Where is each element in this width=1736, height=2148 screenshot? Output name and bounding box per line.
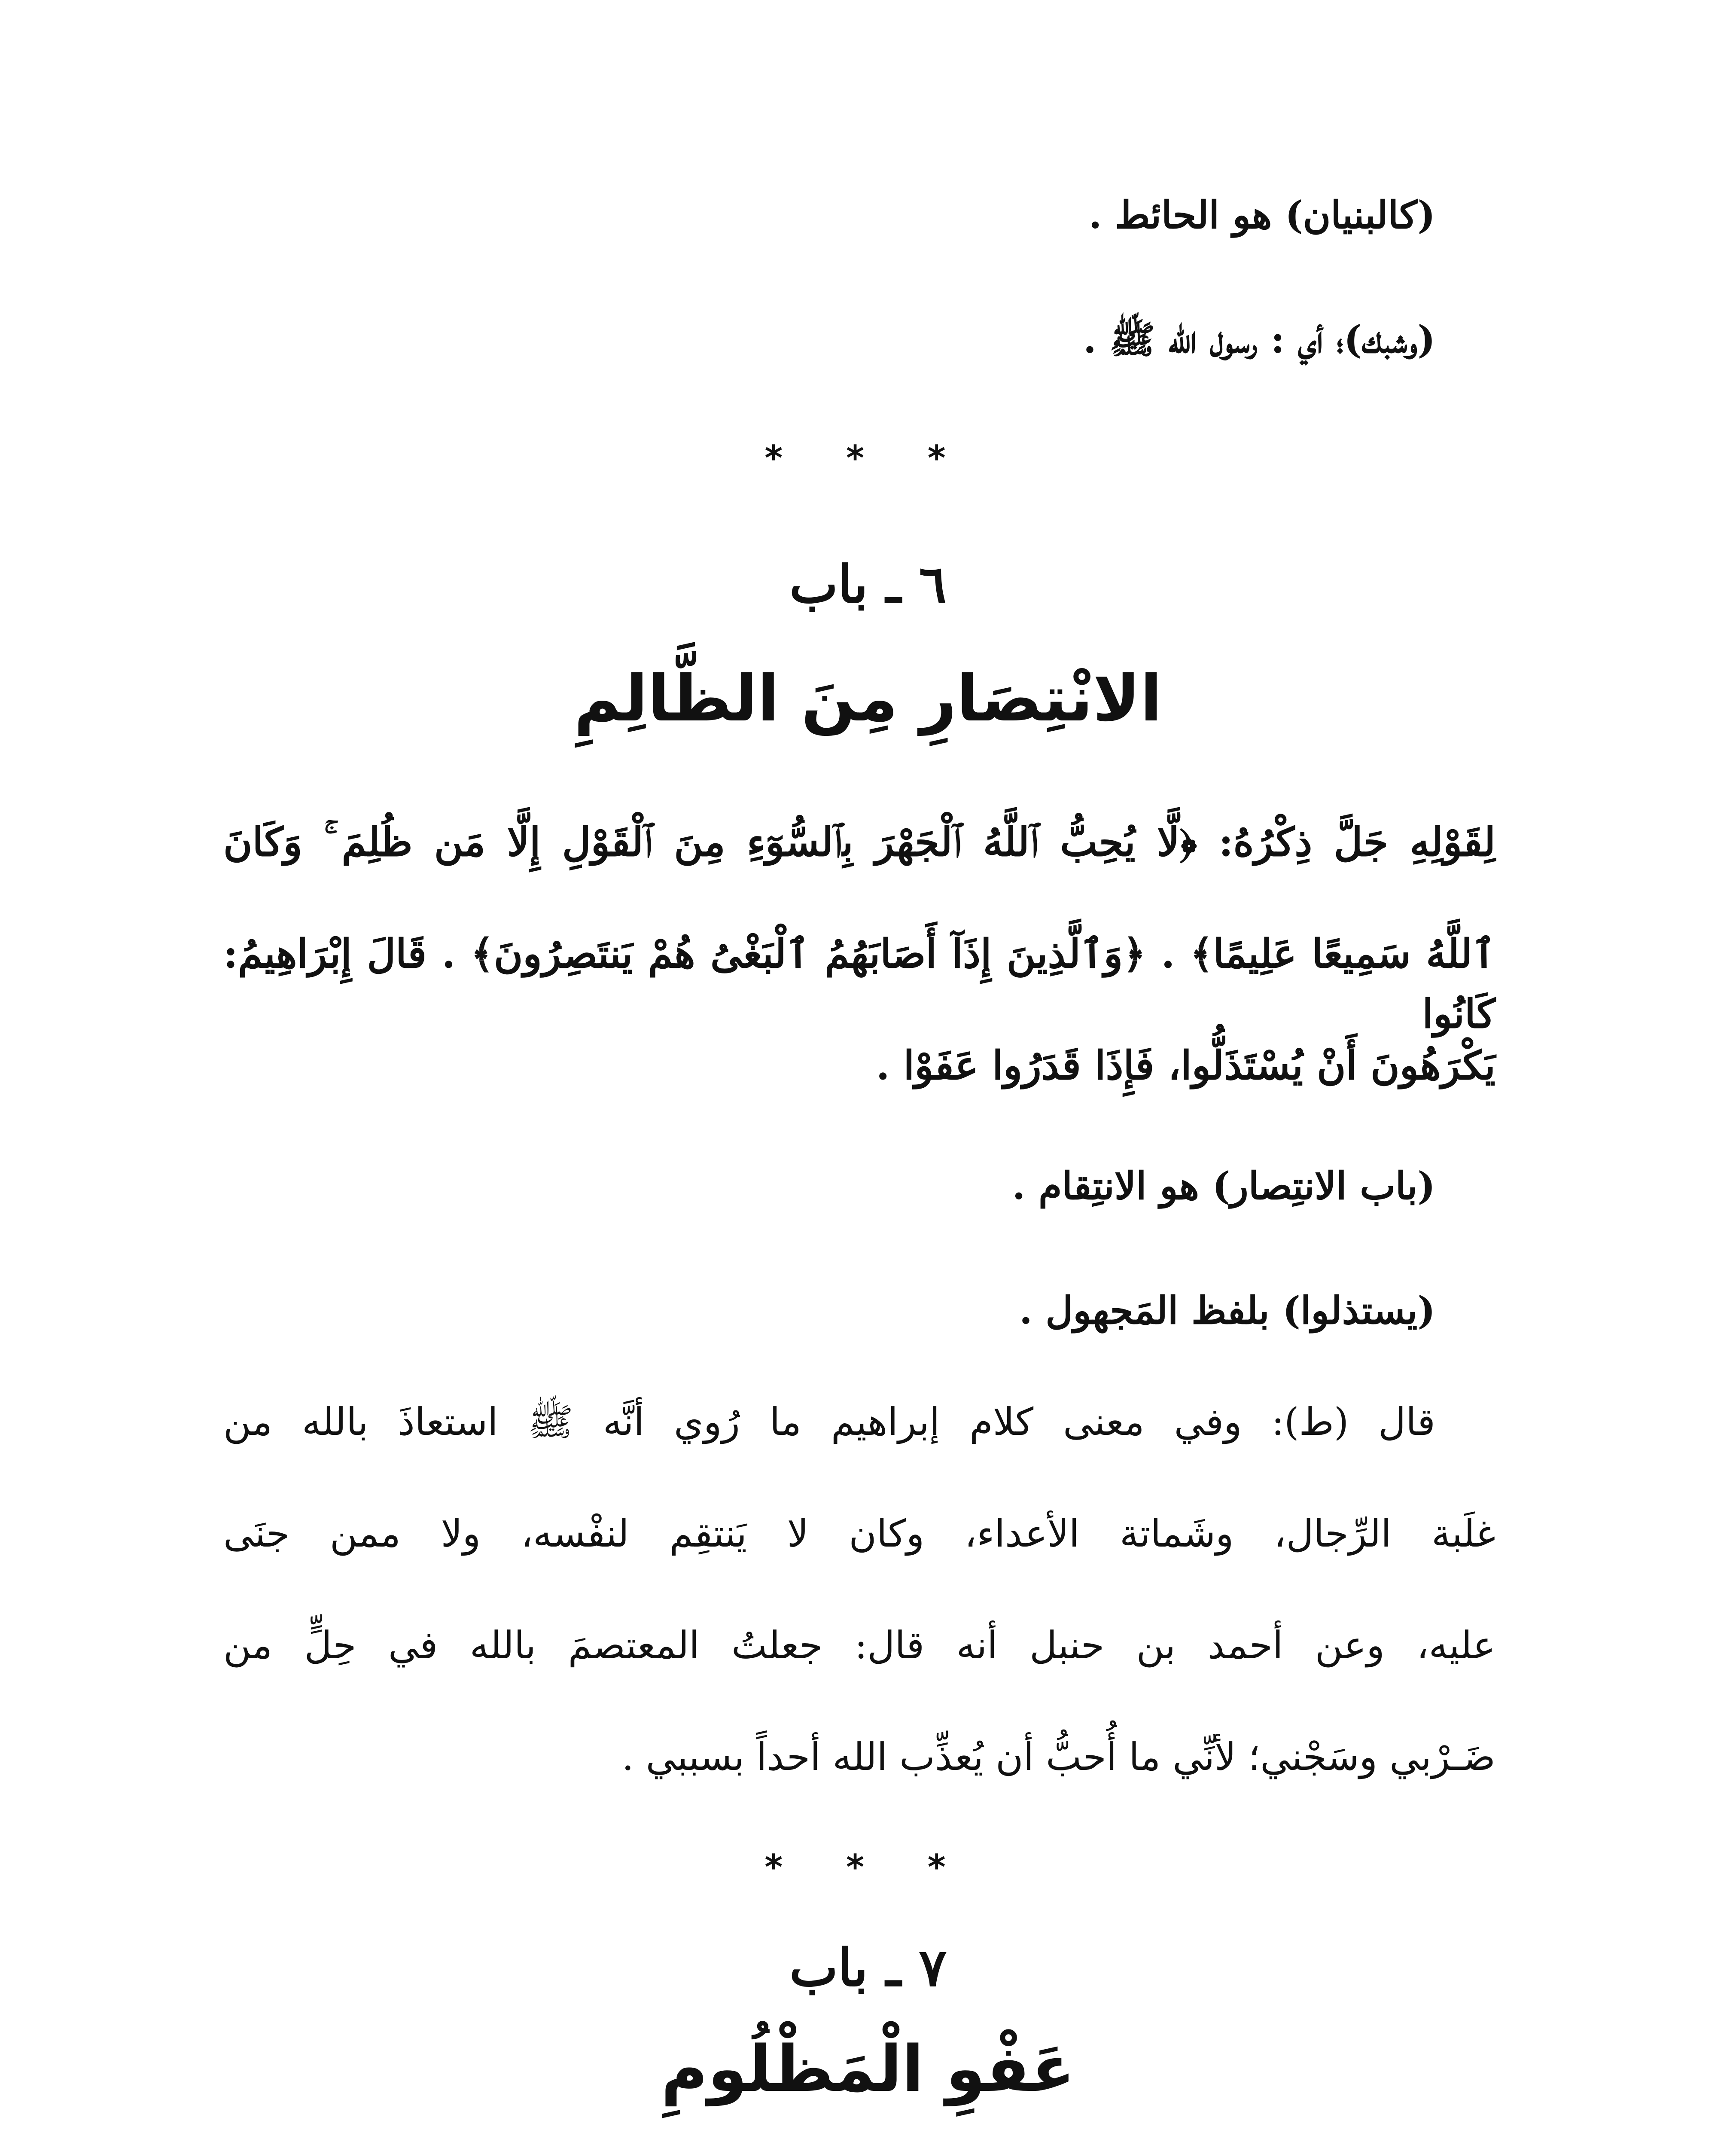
commentary-line: عليه، وعن أحمد بن حنبل أنه قال: جعلتُ المعتصمَ بالله في حِلٍّ من (223, 1623, 1495, 1667)
commentary-line: قال (ط): وفي معنى كلام إبراهيم ما رُوي أنَّه ﷺ استعاذَ بالله من (223, 1400, 1435, 1444)
chapter-title: عَفْوِ الْمَظْلُومِ (661, 2032, 1075, 2106)
note-line: (يستذلوا) بلفظ المَجهول . (1019, 1288, 1435, 1333)
text-line: يَكْرَهُونَ أَنْ يُسْتَذَلُّوا، فَإِذَا قَدَرُوا عَفَوْا . (876, 1042, 1495, 1089)
note-line: (وشبك)؛ أي : رسول الله ﷺ . (1083, 317, 1435, 362)
text-line: لِقَوْلِهِ جَلَّ ذِكْرُهُ: ﴿لَّا يُحِبُّ ٱللَّهُ ٱلْجَهْرَ بِٱلسُّوٓءِ مِنَ ٱلْقَوْلِ إِلَّا مَن ظُلِمَ ۚ وَكَانَ (223, 819, 1495, 865)
section-separator: * * * (764, 1847, 972, 1887)
text-line: ٱللَّهُ سَمِيعًا عَلِيمًا﴾ . ﴿وَٱلَّذِينَ إِذَآ أَصَابَهُمُ ٱلْبَغْىُ هُمْ يَنتَصِرُونَ﴾ . قَالَ إِبْرَاهِيمُ: كَانُوا (223, 931, 1495, 1037)
chapter-number: ٧ ـ باب (789, 1937, 947, 1998)
chapter-title: الانْتِصَارِ مِنَ الظَّالِمِ (574, 662, 1162, 735)
note-line: (كالبنيان) هو الحائط . (1088, 192, 1435, 237)
note-line: (باب الانتِصار) هو الانتِقام . (1012, 1163, 1435, 1208)
section-separator: * * * (764, 438, 972, 478)
commentary-line: غلَبة الرِّجال، وشَماتة الأعداء، وكان لا يَنتقِم لنفْسه، ولا ممن جنَى (223, 1511, 1495, 1556)
commentary-line: ضَـرْبي وسَجْني؛ لأنِّي ما أُحبُّ أن يُعذِّب الله أحداً بسببي . (621, 1735, 1495, 1779)
chapter-number: ٦ ـ باب (789, 554, 947, 615)
